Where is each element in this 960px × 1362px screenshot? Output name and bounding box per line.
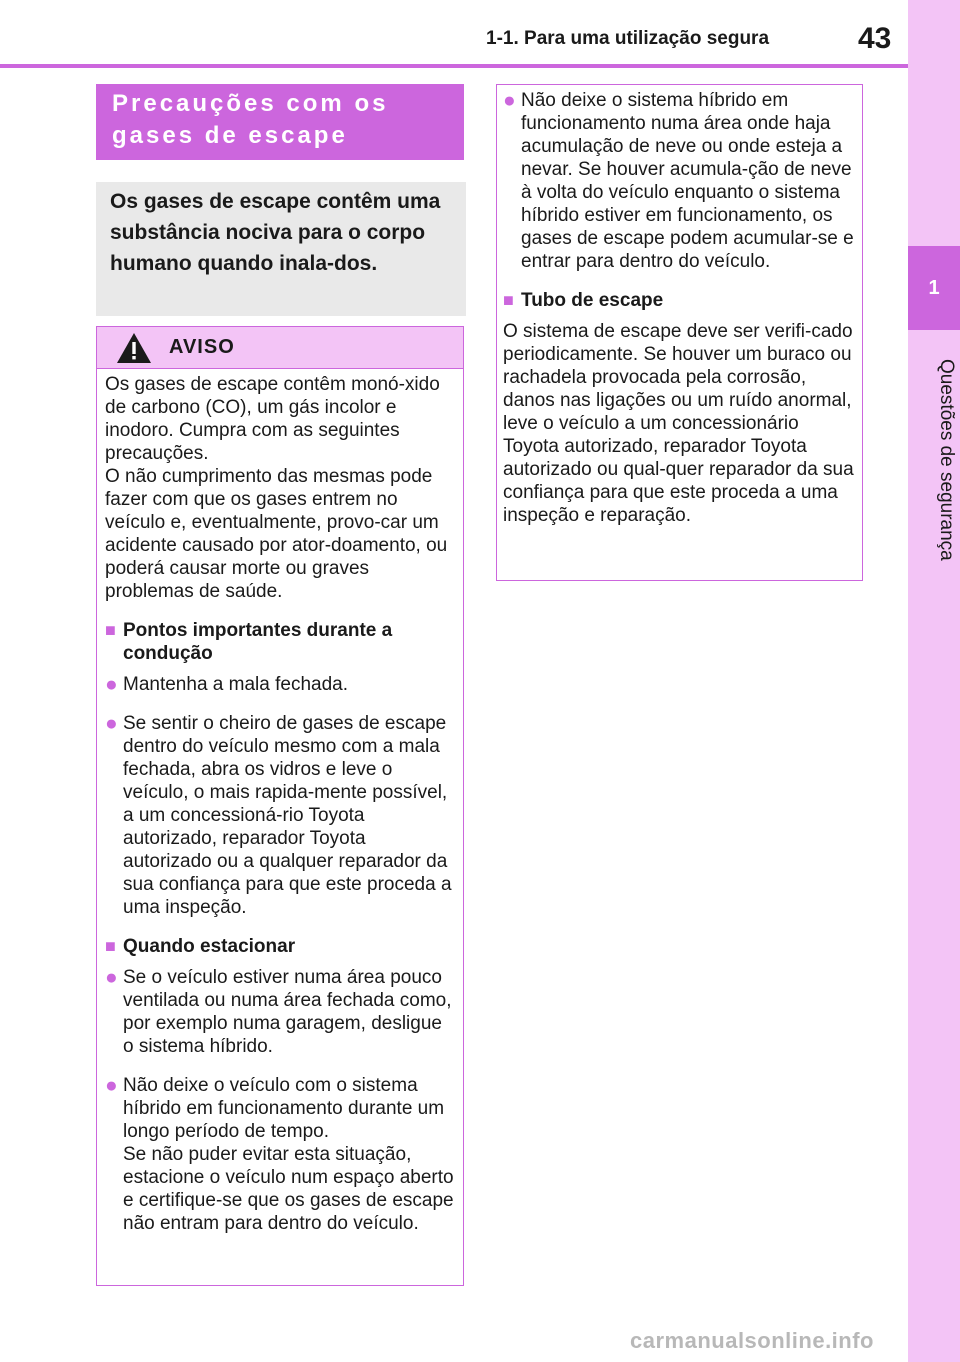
exhaust-pipe-subheading <box>503 289 856 312</box>
watermark: carmanualsonline.info <box>630 1328 874 1353</box>
chapter-number: 1 <box>928 276 940 299</box>
parking-subheading <box>105 935 455 958</box>
parking-subheading-text: Quando estacionar <box>123 936 296 957</box>
list-item <box>105 673 455 696</box>
warning-title: AVISO <box>169 336 235 358</box>
warning-box <box>96 326 464 1286</box>
square-bullet-icon: ■ <box>105 936 116 956</box>
warning-box-continued <box>496 84 863 581</box>
list-item-text: Se o veículo estiver numa área pouco ventilada ou numa área fechada como, por exemplo numa garagem, desligue o sistema híbrido. <box>123 967 452 1057</box>
chapter-side-tab <box>908 0 960 1362</box>
list-item <box>105 966 455 1058</box>
dot-bullet-icon: ● <box>105 673 118 696</box>
chapter-label-text: Questões de segurança <box>936 358 957 561</box>
running-header: 1-1. Para uma utilização segura <box>486 28 770 49</box>
list-item-text: Não deixe o veículo com o sistema híbrido em funcionamento durante um longo período de tempo. Se não puder evitar esta situação, estacione o veículo num espaço aberto e certifique-se que os gases de escape não entram para dentro do veículo. <box>123 1075 454 1234</box>
page-number: 43 <box>858 22 892 55</box>
driving-subheading <box>105 619 455 665</box>
warning-body <box>97 369 463 1235</box>
chapter-number-box <box>908 246 960 330</box>
list-item <box>503 89 856 273</box>
list-item-text: Mantenha a mala fechada. <box>123 674 348 695</box>
dot-bullet-icon: ● <box>105 1074 118 1097</box>
header-divider <box>0 64 908 68</box>
list-item <box>105 712 455 919</box>
warning-header <box>97 327 463 369</box>
square-bullet-icon: ■ <box>105 620 116 640</box>
exhaust-pipe-text: O sistema de escape deve ser verifi-cado periodicamente. Se houver um buraco ou rachadela provocada pela corrosão, danos nas ligações ou um ruído anormal, leve o veículo a um concessionário Toyota autorizado, reparador Toyota autorizado ou qual-quer reparador da sua confiança para que este proceda a uma inspeção e reparação. <box>503 321 854 526</box>
list-item-text: Não deixe o sistema híbrido em funcionamento numa área onde haja acumulação de neve ou onde esteja a nevar. Se houver acumula-ção de neve à volta do veículo enquanto o sistema híbrido estiver em funcionamento, os gases de escape podem acumular-se e entrar para dentro do veículo. <box>521 90 854 272</box>
chapter-label <box>911 342 957 577</box>
dot-bullet-icon: ● <box>503 89 516 112</box>
list-item <box>105 1074 455 1235</box>
warning-intro: Os gases de escape contêm monó-xido de carbono (CO), um gás incolor e inodoro. Cumpra com as seguintes precauções. O não cumprimento das mesmas pode fazer com que os gases entrem no veículo e, eventualmente, provo-car um acidente causado por ator-doamento, ou poderá causar morte ou graves problemas de saúde. <box>105 374 448 602</box>
warning-triangle-icon <box>115 331 153 365</box>
section-summary: Os gases de escape contêm uma substância nociva para o corpo humano quando inala-dos. <box>96 182 466 316</box>
dot-bullet-icon: ● <box>105 966 118 989</box>
dot-bullet-icon: ● <box>105 712 118 735</box>
square-bullet-icon: ■ <box>503 290 514 310</box>
driving-subheading-text: Pontos importantes durante a condução <box>123 620 393 664</box>
list-item-text: Se sentir o cheiro de gases de escape dentro do veículo mesmo com a mala fechada, abra os vidros e leve o veículo, o mais rapida-mente possível, a um concessioná-rio Toyota autorizado, reparador Toyota autorizado ou a qualquer reparador da sua confiança para que este proceda a uma inspeção. <box>123 713 452 918</box>
exhaust-pipe-subheading-text: Tubo de escape <box>521 290 664 311</box>
section-heading: Precauções com os gases de escape <box>96 84 464 160</box>
